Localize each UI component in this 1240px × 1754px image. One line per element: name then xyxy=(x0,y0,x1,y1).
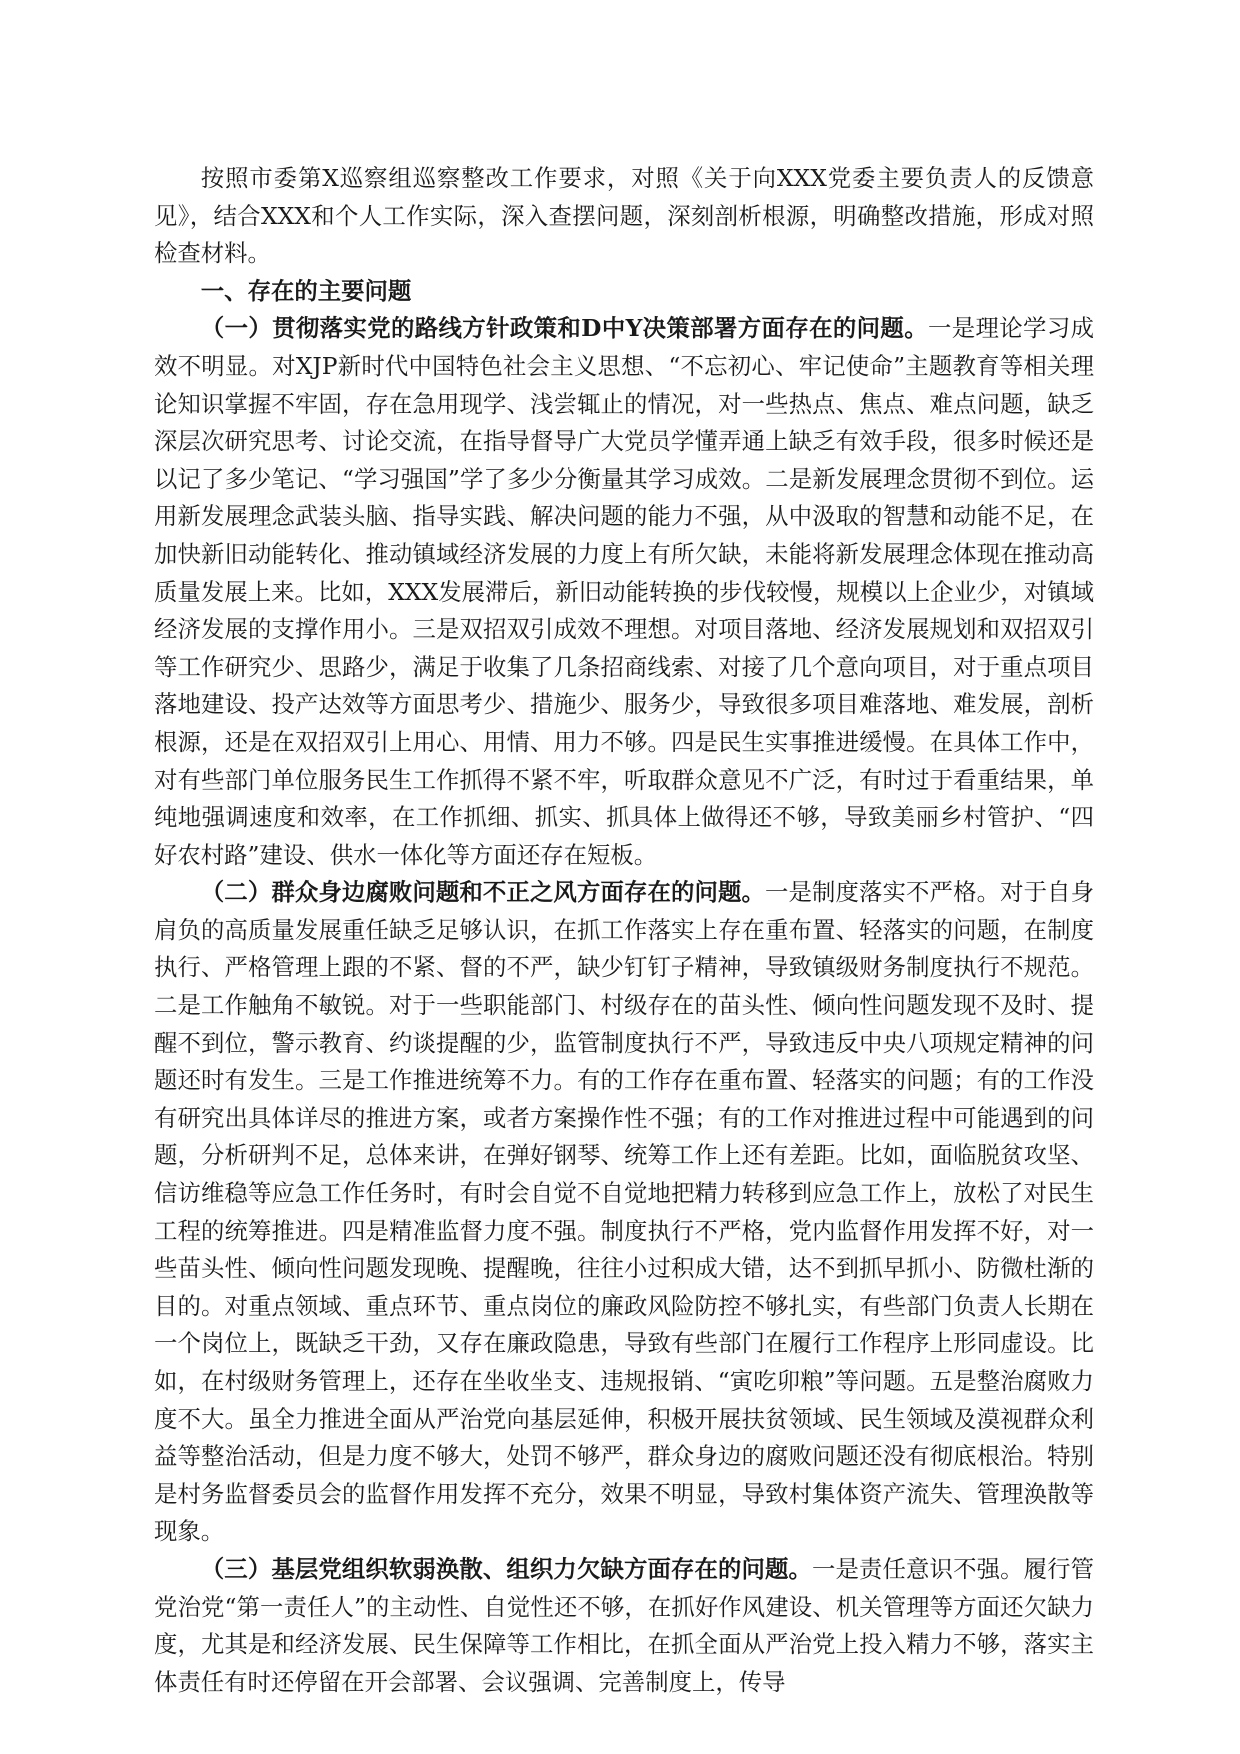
subsection-3-paragraph xyxy=(154,1551,1094,1701)
subsection-1-paragraph xyxy=(154,310,1094,874)
subsection-3-body: 一是责任意识不强。履行管党治党“第一责任人”的主动性、自觉性还不够，在抓好作风建设、机关管理等方面还欠缺力度，尤其是和经济发展、民生保障等工作相比，在抓全面从严治党上投入精力不够，落实主体责任有时还停留在开会部署、会议强调、完善制度上，传导 xyxy=(154,1554,1094,1696)
subsection-1-body: 一是理论学习成效不明显。对XJP新时代中国特色社会主义思想、“不忘初心、牢记使命”主题教育等相关理论知识掌握不牢固，存在急用现学、浅尝辄止的情况，对一些热点、焦点、难点问题，缺乏深层次研究思考、讨论交流，在指导督导广大党员学懂弄通上缺乏有效手段，很多时候还是以记了多少笔记、“学习强国”学了多少分衡量其学习成效。二是新发展理念贯彻不到位。运用新发展理念武装头脑、指导实践、解决问题的能力不强，从中汲取的智慧和动能不足，在加快新旧动能转化、推动镇域经济发展的力度上有所欠缺，未能将新发展理念体现在推动高质量发展上来。比如，XXX发展滞后，新旧动能转换的步伐较慢，规模以上企业少，对镇域经济发展的支撑作用小。三是双招双引成效不理想。对项目落地、经济发展规划和双招双引等工作研究少、思路少，满足于收集了几条招商线索、对接了几个意向项目，对于重点项目落地建设、投产达效等方面思考少、措施少、服务少，导致很多项目难落地、难发展，剖析根源，还是在双招双引上用心、用情、用力不够。四是民生实事推进缓慢。在具体工作中，对有些部门单位服务民生工作抓得不紧不牢，听取群众意见不广泛，有时过于看重结果，单纯地强调速度和效率，在工作抓细、抓实、抓具体上做得还不够，导致美丽乡村管护、“四好农村路”建设、供水一体化等方面还存在短板。 xyxy=(154,314,1094,869)
subsection-1-title: （一）贯彻落实党的路线方针政策和D中Y决策部署方面存在的问题。 xyxy=(200,314,928,343)
subsection-2-paragraph xyxy=(154,874,1094,1551)
subsection-2-body: 一是制度落实不严格。对于自身肩负的高质量发展重任缺乏足够认识，在抓工作落实上存在重布置、轻落实的问题，在制度执行、严格管理上跟的不紧、督的不严，缺少钉钉子精神，导致镇级财务制度执行不规范。二是工作触角不敏锐。对于一些职能部门、村级存在的苗头性、倾向性问题发现不及时、提醒不到位，警示教育、约谈提醒的少，监管制度执行不严，导致违反中央八项规定精神的问题还时有发生。三是工作推进统筹不力。有的工作存在重布置、轻落实的问题；有的工作没有研究出具体详尽的推进方案，或者方案操作性不强；有的工作对推进过程中可能遇到的问题，分析研判不足，总体来讲，在弹好钢琴、统筹工作上还有差距。比如，面临脱贫攻坚、信访维稳等应急工作任务时，有时会自觉不自觉地把精力转移到应急工作上，放松了对民生工程的统筹推进。四是精准监督力度不强。制度执行不严格，党内监督作用发挥不好，对一些苗头性、倾向性问题发现晚、提醒晚，往往小过积成大错，达不到抓早抓小、防微杜渐的目的。对重点领域、重点环节、重点岗位的廉政风险防控不够扎实，有些部门负责人长期在一个岗位上，既缺乏干劲，又存在廉政隐患，导致有些部门在履行工作程序上形同虚设。比如，在村级财务管理上，还存在坐收坐支、违规报销、“寅吃卯粮”等问题。五是整治腐败力度不大。虽全力推进全面从严治党向基层延伸，积极开展扶贫领域、民生领域及漠视群众利益等整治活动，但是力度不够大，处罚不够严，群众身边的腐败问题还没有彻底根治。特别是村务监督委员会的监督作用发挥不充分，效果不明显，导致村集体资产流失、管理涣散等现象。 xyxy=(154,878,1094,1546)
subsection-2-title: （二）群众身边腐败问题和不正之风方面存在的问题。 xyxy=(200,878,765,907)
subsection-3-title: （三）基层党组织软弱涣散、组织力欠缺方面存在的问题。 xyxy=(200,1554,813,1583)
intro-paragraph: 按照市委第X巡察组巡察整改工作要求，对照《关于向XXX党委主要负责人的反馈意见》，结合XXX和个人工作实际，深入查摆问题，深刻剖析根源，明确整改措施，形成对照检查材料。 xyxy=(154,164,1094,268)
section-heading-main-problems: 一、存在的主要问题 xyxy=(200,276,412,305)
document-page xyxy=(154,160,1094,1701)
